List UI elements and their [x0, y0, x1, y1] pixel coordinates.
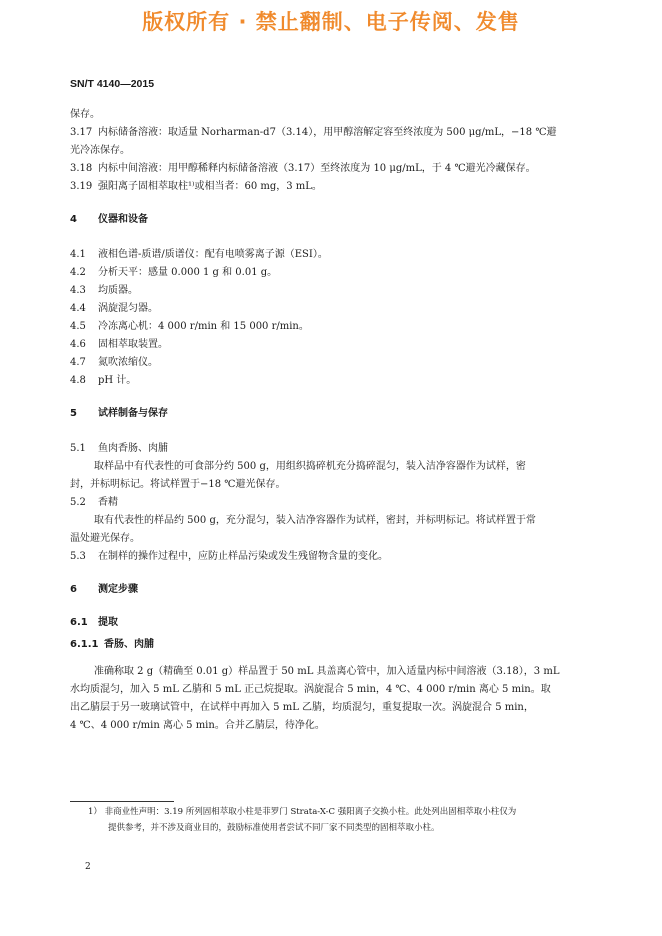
text-line: 光冷冻保存。: [70, 145, 130, 156]
clause-4-4: 4.4 涡旋混匀器。: [70, 303, 158, 314]
clause-5-1: 5.1 鱼肉香肠、肉脯: [70, 443, 168, 454]
text-line: 出乙腈层于另一玻璃试管中，在试样中再加入 5 mL 乙腈，均质混匀，重复提取一次。涡旋混合 5 min，: [70, 702, 534, 713]
clause-6-1: 6.1 提取: [70, 617, 118, 628]
copyright-watermark: 版权所有 · 禁止翻制、电子传阅、发售: [142, 10, 520, 34]
text-line: 温处避光保存。: [70, 533, 140, 544]
clause-4-3: 4.3 均质器。: [70, 285, 138, 296]
text-line: 保存。: [70, 109, 100, 120]
footnote-divider: [70, 801, 174, 802]
clause-3-17: 3.17 内标储备溶液：取适量 Norharman-d7（3.14），用甲醇溶解定容至终浓度为 500 μg/mL，−18 ℃避: [70, 127, 557, 138]
clause-4-1: 4.1 液相色谱-质谱/质谱仪：配有电喷雾离子源（ESI）。: [70, 249, 328, 260]
text-line: 封，并标明标记。将试样置于−18 ℃避光保存。: [70, 479, 286, 490]
clause-4-5: 4.5 冷冻离心机：4 000 r/min 和 15 000 r/min。: [70, 321, 309, 332]
text-line: 水均质混匀，加入 5 mL 乙腈和 5 mL 正己烷提取。涡旋混合 5 min，4 ℃、4 000 r/min 离心 5 min。取: [70, 684, 551, 695]
text-line: 4 ℃、4 000 r/min 离心 5 min。合并乙腈层，待净化。: [70, 720, 325, 731]
clause-5-2: 5.2 香精: [70, 497, 118, 508]
clause-6-1-1: 6.1.1 香肠、肉脯: [70, 639, 154, 650]
clause-4-8: 4.8 pH 计。: [70, 375, 137, 386]
page-number: 2: [85, 862, 91, 872]
clause-4-7: 4.7 氮吹浓缩仪。: [70, 357, 158, 368]
clause-5-3: 5.3 在制样的操作过程中，应防止样品污染或发生残留物含量的变化。: [70, 551, 388, 562]
clause-4-6: 4.6 固相萃取装置。: [70, 339, 168, 350]
footnote-line: 提供参考，并不涉及商业目的，鼓励标准使用者尝试不同厂家不同类型的固相萃取小柱。: [108, 823, 440, 833]
text-line: 取样品中有代表性的可食部分约 500 g，用组织捣碎机充分捣碎混匀，装入洁净容器作为试样，密: [94, 461, 526, 472]
footnote-line: 1） 非商业性声明：3.19 所列固相萃取小柱是菲罗门 Strata-X-C 强阳离子交换小柱。此处列出固相萃取小柱仅为: [88, 807, 517, 817]
section-heading-6: 6 测定步骤: [70, 584, 138, 595]
standard-number: SN/T 4140—2015: [70, 78, 155, 90]
clause-4-2: 4.2 分析天平：感量 0.000 1 g 和 0.01 g。: [70, 267, 278, 278]
clause-3-18: 3.18 内标中间溶液：用甲醇稀释内标储备溶液（3.17）至终浓度为 10 μg/mL，于 4 ℃避光冷藏保存。: [70, 163, 536, 174]
text-line: 取有代表性的样品约 500 g，充分混匀，装入洁净容器作为试样，密封，并标明标记。将试样置于常: [94, 515, 536, 526]
section-heading-4: 4 仪器和设备: [70, 214, 148, 225]
section-heading-5: 5 试样制备与保存: [70, 408, 168, 419]
text-line: 准确称取 2 g（精确至 0.01 g）样品置于 50 mL 具盖离心管中，加入适量内标中间溶液（3.18），3 mL: [94, 666, 560, 677]
clause-3-19: 3.19 强阳离子固相萃取柱¹⁾或相当者：60 mg，3 mL。: [70, 181, 322, 192]
